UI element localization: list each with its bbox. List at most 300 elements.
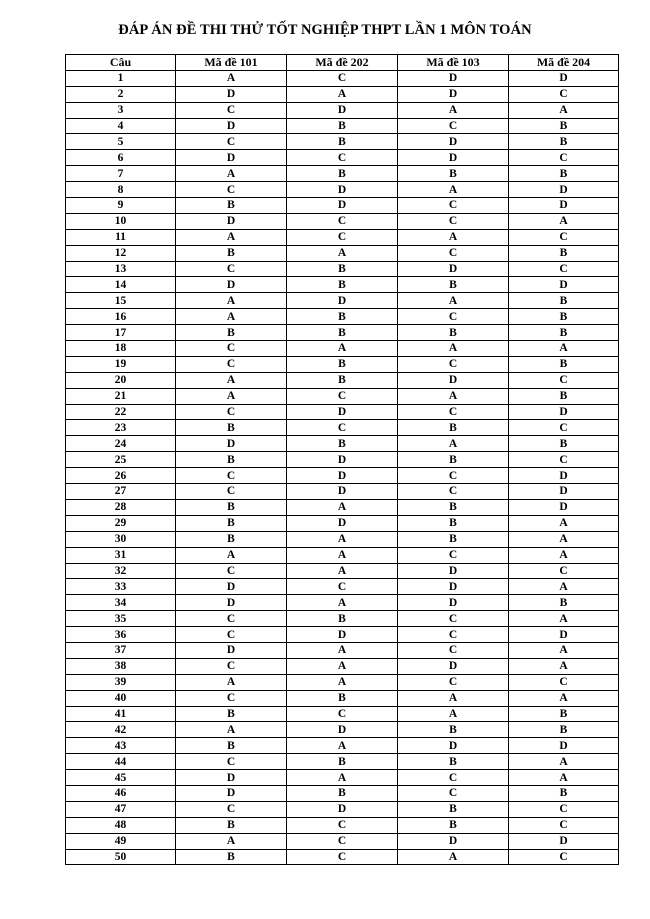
header-code-202: Mã đề 202	[287, 55, 398, 71]
answer-cell-202: D	[287, 404, 398, 420]
answer-cell-204: A	[509, 690, 619, 706]
answer-cell-202: C	[287, 229, 398, 245]
question-number-cell: 5	[66, 134, 176, 150]
answer-cell-103: D	[398, 738, 509, 754]
question-number-cell: 39	[66, 674, 176, 690]
answer-cell-101: B	[176, 198, 287, 214]
answer-cell-202: B	[287, 611, 398, 627]
answer-cell-101: A	[176, 722, 287, 738]
question-number-cell: 31	[66, 547, 176, 563]
table-row	[66, 785, 619, 801]
page-title: ĐÁP ÁN ĐỀ THI THỬ TỐT NGHIỆP THPT LẦN 1 MÔN TOÁN	[118, 22, 532, 38]
answer-cell-101: A	[176, 547, 287, 563]
answer-cell-202: D	[287, 515, 398, 531]
answer-cell-202: A	[287, 547, 398, 563]
answer-cell-202: A	[287, 499, 398, 515]
answer-cell-103: B	[398, 420, 509, 436]
answer-cell-101: C	[176, 341, 287, 357]
answer-cell-101: D	[176, 213, 287, 229]
answer-cell-103: A	[398, 293, 509, 309]
answer-cell-103: B	[398, 531, 509, 547]
answer-cell-202: C	[287, 213, 398, 229]
question-number-cell: 13	[66, 261, 176, 277]
answer-cell-202: B	[287, 690, 398, 706]
answer-cell-204: C	[509, 420, 619, 436]
question-number-cell: 46	[66, 785, 176, 801]
answer-cell-101: C	[176, 134, 287, 150]
answer-cell-103: A	[398, 706, 509, 722]
answer-cell-204: D	[509, 70, 619, 86]
answer-cell-103: C	[398, 674, 509, 690]
question-number-cell: 2	[66, 86, 176, 102]
answer-cell-204: A	[509, 579, 619, 595]
answer-cell-103: D	[398, 86, 509, 102]
header-question: Câu	[66, 55, 176, 71]
question-number-cell: 16	[66, 309, 176, 325]
answer-cell-204: B	[509, 388, 619, 404]
question-number-cell: 21	[66, 388, 176, 404]
answer-cell-101: C	[176, 627, 287, 643]
answer-cell-101: D	[176, 770, 287, 786]
answer-cell-101: C	[176, 468, 287, 484]
question-number-cell: 38	[66, 658, 176, 674]
answer-cell-204: B	[509, 785, 619, 801]
table-row	[66, 754, 619, 770]
answer-cell-101: A	[176, 70, 287, 86]
answer-cell-101: C	[176, 611, 287, 627]
table-row	[66, 547, 619, 563]
answer-cell-103: B	[398, 515, 509, 531]
answer-cell-204: A	[509, 515, 619, 531]
question-number-cell: 6	[66, 150, 176, 166]
answer-cell-202: B	[287, 309, 398, 325]
answer-cell-101: D	[176, 118, 287, 134]
answer-cell-101: B	[176, 531, 287, 547]
answer-cell-103: B	[398, 499, 509, 515]
question-number-cell: 32	[66, 563, 176, 579]
answer-cell-101: C	[176, 356, 287, 372]
answer-cell-202: D	[287, 293, 398, 309]
answer-cell-202: C	[287, 706, 398, 722]
answer-cell-202: B	[287, 372, 398, 388]
answer-cell-202: C	[287, 420, 398, 436]
answer-cell-101: B	[176, 325, 287, 341]
table-row	[66, 690, 619, 706]
answer-cell-204: B	[509, 356, 619, 372]
answer-cell-202: A	[287, 642, 398, 658]
answer-cell-101: D	[176, 150, 287, 166]
question-number-cell: 40	[66, 690, 176, 706]
question-number-cell: 25	[66, 452, 176, 468]
answer-cell-103: C	[398, 468, 509, 484]
table-row	[66, 611, 619, 627]
table-row	[66, 801, 619, 817]
answer-cell-204: C	[509, 849, 619, 865]
answer-cell-103: D	[398, 134, 509, 150]
question-number-cell: 47	[66, 801, 176, 817]
table-row	[66, 770, 619, 786]
answer-cell-202: A	[287, 770, 398, 786]
answer-cell-103: C	[398, 547, 509, 563]
answer-cell-202: D	[287, 182, 398, 198]
answer-cell-204: D	[509, 182, 619, 198]
question-number-cell: 14	[66, 277, 176, 293]
answer-cell-204: D	[509, 468, 619, 484]
answer-cell-202: A	[287, 86, 398, 102]
answer-cell-202: B	[287, 277, 398, 293]
answer-cell-101: B	[176, 706, 287, 722]
question-number-cell: 20	[66, 372, 176, 388]
table-row	[66, 388, 619, 404]
answer-cell-101: C	[176, 690, 287, 706]
table-row	[66, 134, 619, 150]
answer-cell-202: D	[287, 484, 398, 500]
answer-cell-204: C	[509, 150, 619, 166]
answer-cell-103: D	[398, 579, 509, 595]
table-header-row	[66, 55, 619, 71]
answer-cell-204: B	[509, 436, 619, 452]
table-row	[66, 356, 619, 372]
table-row	[66, 309, 619, 325]
table-row	[66, 277, 619, 293]
question-number-cell: 18	[66, 341, 176, 357]
answer-cell-202: D	[287, 102, 398, 118]
table-row	[66, 484, 619, 500]
question-number-cell: 44	[66, 754, 176, 770]
answer-cell-204: C	[509, 801, 619, 817]
table-row	[66, 150, 619, 166]
answer-cell-103: D	[398, 70, 509, 86]
answer-cell-204: B	[509, 706, 619, 722]
answer-cell-204: C	[509, 229, 619, 245]
answer-cell-103: C	[398, 770, 509, 786]
answer-cell-202: A	[287, 674, 398, 690]
answer-cell-101: B	[176, 499, 287, 515]
answer-cell-101: C	[176, 754, 287, 770]
header-code-204: Mã đề 204	[509, 55, 619, 71]
answer-cell-204: B	[509, 325, 619, 341]
answer-cell-204: A	[509, 547, 619, 563]
table-row	[66, 658, 619, 674]
table-row	[66, 722, 619, 738]
answer-cell-103: A	[398, 388, 509, 404]
answer-cell-101: B	[176, 849, 287, 865]
answer-cell-101: A	[176, 293, 287, 309]
answer-cell-202: B	[287, 436, 398, 452]
answer-cell-103: D	[398, 563, 509, 579]
answer-cell-103: A	[398, 341, 509, 357]
question-number-cell: 33	[66, 579, 176, 595]
answer-cell-101: C	[176, 102, 287, 118]
answer-cell-101: A	[176, 229, 287, 245]
answer-cell-204: C	[509, 817, 619, 833]
answer-cell-202: D	[287, 801, 398, 817]
answer-cell-202: B	[287, 134, 398, 150]
table-row	[66, 468, 619, 484]
answer-cell-101: D	[176, 642, 287, 658]
table-row	[66, 642, 619, 658]
table-row	[66, 595, 619, 611]
answer-cell-202: C	[287, 579, 398, 595]
answer-cell-103: C	[398, 118, 509, 134]
answer-cell-202: B	[287, 261, 398, 277]
answer-cell-204: B	[509, 293, 619, 309]
table-row	[66, 102, 619, 118]
answer-cell-101: C	[176, 801, 287, 817]
question-number-cell: 7	[66, 166, 176, 182]
table-row	[66, 499, 619, 515]
answer-cell-103: A	[398, 102, 509, 118]
table-row	[66, 198, 619, 214]
table-row	[66, 706, 619, 722]
answer-cell-202: C	[287, 849, 398, 865]
answer-cell-204: A	[509, 658, 619, 674]
answer-cell-204: B	[509, 595, 619, 611]
answer-cell-204: B	[509, 118, 619, 134]
answer-cell-202: D	[287, 722, 398, 738]
question-number-cell: 4	[66, 118, 176, 134]
question-number-cell: 15	[66, 293, 176, 309]
question-number-cell: 23	[66, 420, 176, 436]
answer-cell-103: C	[398, 198, 509, 214]
answer-cell-101: D	[176, 579, 287, 595]
answer-cell-204: C	[509, 372, 619, 388]
table-body	[66, 70, 619, 865]
answer-cell-204: C	[509, 674, 619, 690]
question-number-cell: 43	[66, 738, 176, 754]
answer-cell-103: B	[398, 166, 509, 182]
question-number-cell: 11	[66, 229, 176, 245]
answer-cell-204: D	[509, 833, 619, 849]
question-number-cell: 50	[66, 849, 176, 865]
header-code-101: Mã đề 101	[176, 55, 287, 71]
answer-cell-101: D	[176, 277, 287, 293]
answer-cell-204: B	[509, 245, 619, 261]
answer-cell-101: A	[176, 833, 287, 849]
question-number-cell: 35	[66, 611, 176, 627]
answer-cell-204: B	[509, 309, 619, 325]
answer-cell-204: C	[509, 452, 619, 468]
question-number-cell: 12	[66, 245, 176, 261]
answer-cell-103: B	[398, 325, 509, 341]
answer-cell-202: B	[287, 785, 398, 801]
answer-cell-103: B	[398, 754, 509, 770]
answer-cell-103: C	[398, 245, 509, 261]
answer-cell-204: A	[509, 531, 619, 547]
answer-cell-204: D	[509, 277, 619, 293]
answer-cell-204: D	[509, 499, 619, 515]
answer-cell-101: C	[176, 658, 287, 674]
answer-cell-202: A	[287, 341, 398, 357]
answer-cell-204: B	[509, 722, 619, 738]
question-number-cell: 49	[66, 833, 176, 849]
table-row	[66, 182, 619, 198]
question-number-cell: 41	[66, 706, 176, 722]
answer-cell-103: A	[398, 436, 509, 452]
answer-cell-103: A	[398, 229, 509, 245]
answer-cell-101: A	[176, 166, 287, 182]
answer-cell-101: B	[176, 245, 287, 261]
answer-cell-204: A	[509, 754, 619, 770]
question-number-cell: 28	[66, 499, 176, 515]
answer-cell-103: D	[398, 372, 509, 388]
answer-cell-101: B	[176, 515, 287, 531]
answer-cell-101: D	[176, 436, 287, 452]
table-row	[66, 420, 619, 436]
question-number-cell: 27	[66, 484, 176, 500]
answer-cell-202: C	[287, 388, 398, 404]
table-row	[66, 531, 619, 547]
answer-cell-204: C	[509, 261, 619, 277]
question-number-cell: 24	[66, 436, 176, 452]
question-number-cell: 10	[66, 213, 176, 229]
answer-cell-103: D	[398, 595, 509, 611]
question-number-cell: 3	[66, 102, 176, 118]
answer-cell-202: C	[287, 833, 398, 849]
answer-cell-204: D	[509, 404, 619, 420]
table-row	[66, 261, 619, 277]
table-row	[66, 166, 619, 182]
answer-cell-202: B	[287, 325, 398, 341]
answer-cell-101: B	[176, 817, 287, 833]
answer-cell-101: C	[176, 563, 287, 579]
answer-cell-202: A	[287, 531, 398, 547]
answer-cell-103: C	[398, 627, 509, 643]
answer-cell-103: A	[398, 690, 509, 706]
answer-cell-204: A	[509, 611, 619, 627]
question-number-cell: 9	[66, 198, 176, 214]
question-number-cell: 42	[66, 722, 176, 738]
answer-cell-101: A	[176, 388, 287, 404]
answer-cell-202: B	[287, 118, 398, 134]
answer-cell-204: A	[509, 341, 619, 357]
answer-cell-103: B	[398, 277, 509, 293]
table-row	[66, 627, 619, 643]
answer-cell-103: C	[398, 484, 509, 500]
question-number-cell: 37	[66, 642, 176, 658]
answer-cell-202: B	[287, 356, 398, 372]
table-row	[66, 817, 619, 833]
answer-cell-204: B	[509, 166, 619, 182]
answer-cell-202: A	[287, 245, 398, 261]
answer-cell-103: C	[398, 785, 509, 801]
answer-cell-101: C	[176, 182, 287, 198]
answer-cell-204: C	[509, 563, 619, 579]
table-row	[66, 293, 619, 309]
question-number-cell: 22	[66, 404, 176, 420]
answer-cell-101: D	[176, 86, 287, 102]
answer-cell-103: B	[398, 801, 509, 817]
answer-cell-204: D	[509, 738, 619, 754]
question-number-cell: 8	[66, 182, 176, 198]
table-row	[66, 341, 619, 357]
answer-cell-103: D	[398, 150, 509, 166]
answer-cell-202: A	[287, 738, 398, 754]
table-row	[66, 245, 619, 261]
answer-cell-202: A	[287, 658, 398, 674]
answer-cell-204: B	[509, 134, 619, 150]
answer-cell-103: C	[398, 356, 509, 372]
question-number-cell: 17	[66, 325, 176, 341]
answer-cell-103: A	[398, 182, 509, 198]
table-row	[66, 118, 619, 134]
answer-cell-101: B	[176, 420, 287, 436]
question-number-cell: 1	[66, 70, 176, 86]
answer-cell-103: A	[398, 849, 509, 865]
table-row	[66, 213, 619, 229]
answer-cell-103: D	[398, 658, 509, 674]
question-number-cell: 30	[66, 531, 176, 547]
answer-cell-204: A	[509, 642, 619, 658]
answer-cell-202: C	[287, 70, 398, 86]
answer-cell-204: A	[509, 770, 619, 786]
question-number-cell: 48	[66, 817, 176, 833]
table-row	[66, 372, 619, 388]
answer-cell-101: C	[176, 404, 287, 420]
answer-cell-204: D	[509, 627, 619, 643]
answer-cell-202: C	[287, 817, 398, 833]
answer-cell-101: B	[176, 452, 287, 468]
question-number-cell: 34	[66, 595, 176, 611]
answer-cell-101: D	[176, 785, 287, 801]
table-row	[66, 579, 619, 595]
answer-cell-101: C	[176, 261, 287, 277]
question-number-cell: 26	[66, 468, 176, 484]
answer-cell-202: D	[287, 627, 398, 643]
question-number-cell: 36	[66, 627, 176, 643]
table-row	[66, 452, 619, 468]
answer-cell-103: D	[398, 261, 509, 277]
answer-cell-103: C	[398, 642, 509, 658]
answer-cell-103: C	[398, 611, 509, 627]
answer-cell-202: D	[287, 468, 398, 484]
table-row	[66, 436, 619, 452]
question-number-cell: 45	[66, 770, 176, 786]
answer-cell-204: D	[509, 198, 619, 214]
table-row	[66, 674, 619, 690]
answer-cell-103: D	[398, 833, 509, 849]
question-number-cell: 19	[66, 356, 176, 372]
table-row	[66, 515, 619, 531]
answer-cell-103: C	[398, 213, 509, 229]
table-row	[66, 563, 619, 579]
answer-key-table	[65, 54, 619, 865]
answer-cell-101: C	[176, 484, 287, 500]
answer-cell-101: A	[176, 674, 287, 690]
table-row	[66, 86, 619, 102]
answer-cell-103: B	[398, 452, 509, 468]
answer-cell-202: A	[287, 563, 398, 579]
answer-cell-204: D	[509, 484, 619, 500]
answer-cell-204: A	[509, 102, 619, 118]
answer-cell-101: A	[176, 309, 287, 325]
table-row	[66, 325, 619, 341]
table-row	[66, 833, 619, 849]
answer-cell-202: C	[287, 150, 398, 166]
answer-cell-101: A	[176, 372, 287, 388]
answer-cell-103: C	[398, 404, 509, 420]
answer-cell-202: D	[287, 198, 398, 214]
answer-cell-103: B	[398, 722, 509, 738]
answer-cell-202: B	[287, 166, 398, 182]
answer-cell-103: C	[398, 309, 509, 325]
table-row	[66, 229, 619, 245]
table-row	[66, 738, 619, 754]
answer-cell-204: A	[509, 213, 619, 229]
question-number-cell: 29	[66, 515, 176, 531]
answer-cell-202: A	[287, 595, 398, 611]
answer-cell-103: B	[398, 817, 509, 833]
